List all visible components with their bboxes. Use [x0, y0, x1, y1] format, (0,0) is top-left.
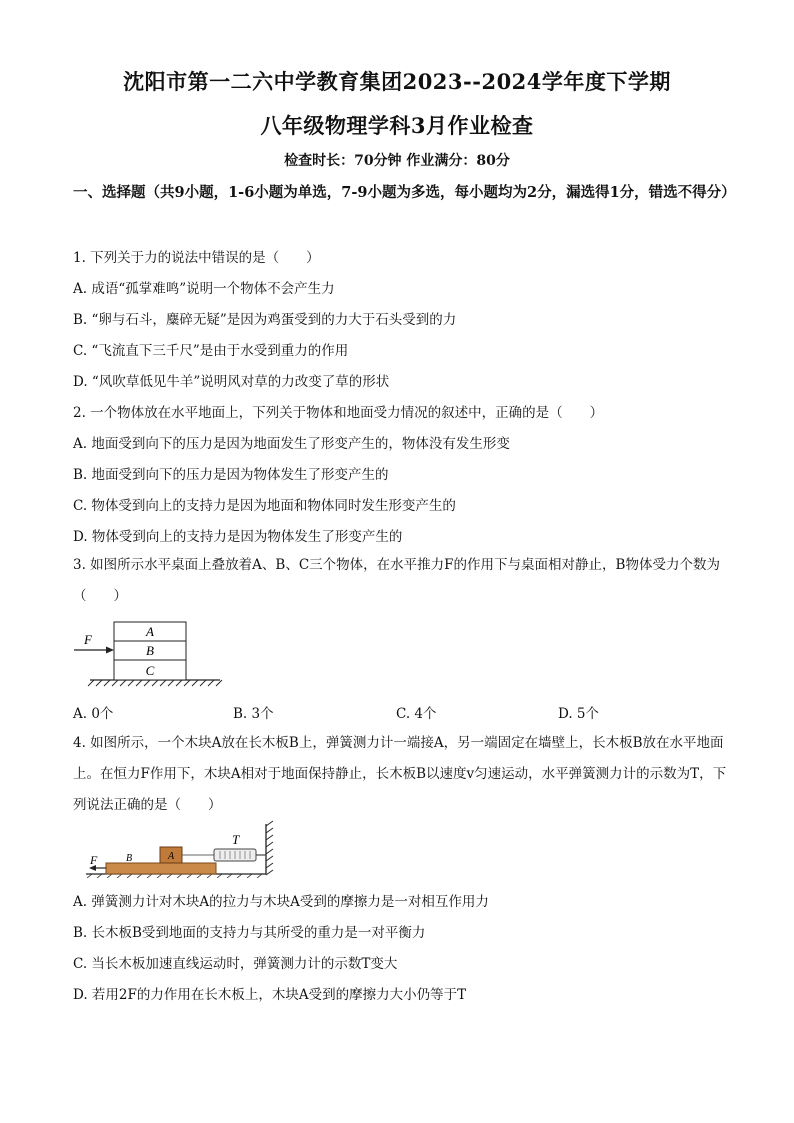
question-2-stem: 2. 一个物体放在水平地面上，下列关于物体和地面受力情况的叙述中，正确的是（ ）: [73, 405, 604, 421]
question-4-figure: [86, 820, 282, 878]
question-3-option-b: B. 3个: [233, 706, 274, 722]
question-1-option-b: B. “卵与石斗，麋碎无疑”是因为鸡蛋受到的力大于石头受到的力: [73, 312, 457, 328]
question-4-stem: 4. 如图所示，一个木块A放在长木板B上，弹簧测力计一端接A，另一端固定在墙壁上，长木板B放在水平地面上。在恒力F作用下，木块A相对于地面保持静止，长木板B以速度v匀速运动，水平弹簧测力计的示数为T，下列说法正确的是（ ）: [73, 735, 727, 813]
question-3-option-d: D. 5个: [558, 706, 600, 722]
label-a: A: [146, 624, 154, 639]
label-block-a: A: [167, 851, 175, 862]
section-heading: 一、选择题（共9小题，1-6小题为单选，7-9小题为多选，每小题均为2分，漏选得1分，错选不得分）: [73, 184, 736, 201]
question-2-option-b: B. 地面受到向下的压力是因为物体发生了形变产生的: [73, 467, 389, 483]
label-c: C: [145, 663, 155, 678]
question-4-option-d: D. 若用2F的力作用在长木板上，木块A受到的摩擦力大小仍等于T: [73, 987, 467, 1003]
question-3-figure: [70, 618, 240, 690]
question-1-option-c: C. “飞流直下三千尺”是由于水受到重力的作用: [73, 343, 349, 359]
question-4-option-b: B. 长木板B受到地面的支持力与其所受的重力是一对平衡力: [73, 925, 426, 941]
question-4-option-a: A. 弹簧测力计对木块A的拉力与木块A受到的摩擦力是一对相互作用力: [73, 894, 489, 910]
question-3-option-a: A. 0个: [73, 706, 114, 722]
question-1-option-a: A. 成语“孤掌难鸣”说明一个物体不会产生力: [73, 281, 335, 297]
question-3-stem: 3. 如图所示水平桌面上叠放着A、B、C三个物体，在水平推力F的作用下与桌面相对静止，B物体受力个数为（ ）: [73, 557, 720, 604]
label-force-f: F: [90, 853, 98, 867]
arrow-head-icon: [106, 647, 114, 654]
question-2-option-c: C. 物体受到向上的支持力是因为地面和物体同时发生形变产生的: [73, 498, 456, 514]
question-1-stem: 1. 下列关于力的说法中错误的是（ ）: [73, 250, 320, 266]
label-tension: T: [232, 832, 240, 847]
question-4-option-c: C. 当长木板加速直线运动时，弹簧测力计的示数T变大: [73, 956, 398, 972]
question-2-option-d: D. 物体受到向上的支持力是因为物体发生了形变产生的: [73, 529, 403, 545]
question-2-option-a: A. 地面受到向下的压力是因为地面发生了形变产生的，物体没有发生形变: [73, 436, 510, 452]
page-subtitle: 八年级物理学科3月作业检查: [260, 113, 534, 138]
label-force: F: [84, 632, 92, 647]
page-title: 沈阳市第一二六中学教育集团2023--2024学年度下学期: [123, 69, 671, 94]
board-b: [106, 863, 216, 874]
question-1-option-d: D. “风吹草低见牛羊”说明风对草的力改变了草的形状: [73, 374, 390, 390]
question-3-option-c: C. 4个: [396, 706, 437, 722]
label-board-b: B: [126, 853, 133, 864]
exam-info: 检查时长：70分钟 作业满分：80分: [284, 153, 510, 169]
label-b: B: [146, 643, 154, 658]
